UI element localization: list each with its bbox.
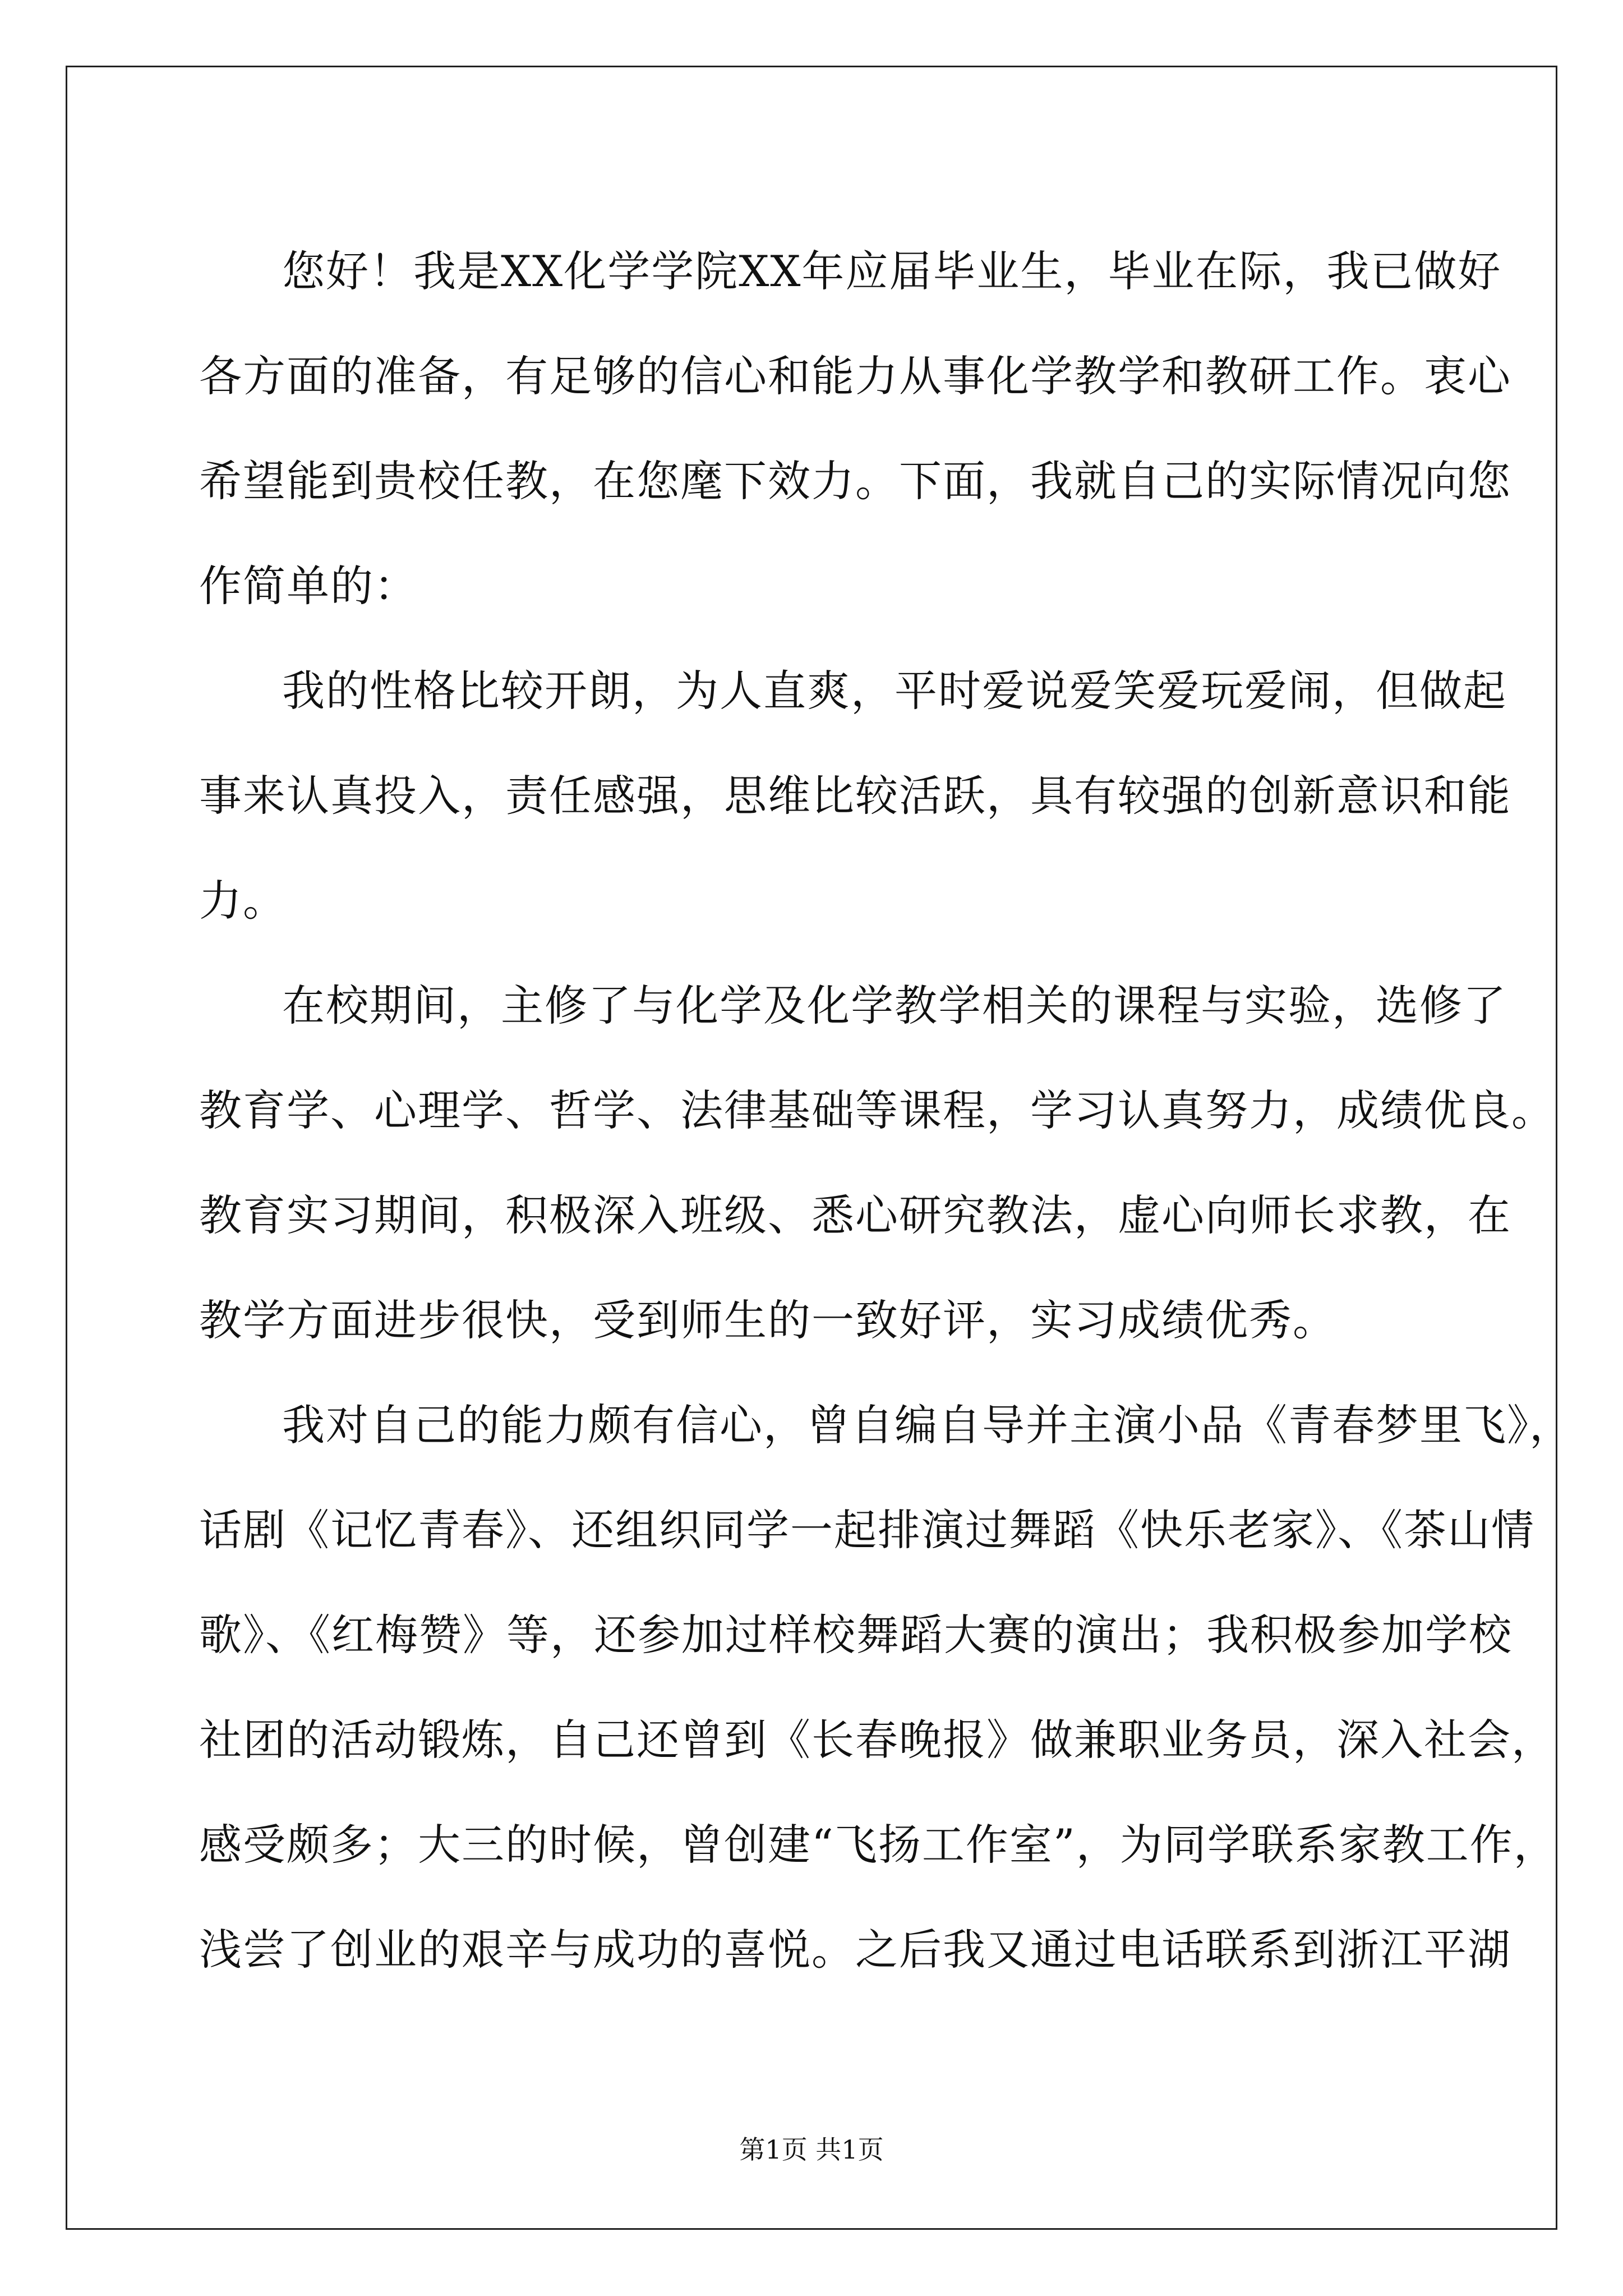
text-line: 希望能到贵校任教，在您麾下效力。下面，我就自己的实际情况向您 — [199, 456, 1511, 506]
text-line: 感受颇多；大三的时候，曾创建“飞扬工作室”，为同学联系家教工作， — [199, 1820, 1557, 1870]
text-line: 各方面的准备，有足够的信心和能力从事化学教学和教研工作。衷心 — [199, 351, 1511, 401]
text-line: 事来认真投入，责任感强，思维比较活跃，具有较强的创新意识和能 — [199, 771, 1511, 821]
text-line: 作简单的： — [199, 561, 418, 611]
text-line: 教学方面进步很快，受到师生的一致好评，实习成绩优秀。 — [199, 1295, 1336, 1345]
text-line: 歌》、《红梅赞》等，还参加过样校舞蹈大赛的演出；我积极参加学校 — [199, 1610, 1513, 1660]
text-line: 您好！我是XX化学学院XX年应届毕业生，毕业在际，我已做好 — [282, 246, 1502, 296]
text-line: 我的性格比较开朗，为人直爽，平时爱说爱笑爱玩爱闹，但做起 — [282, 666, 1507, 716]
text-line: 力。 — [199, 876, 287, 926]
text-line: 话剧《记忆青春》、还组织同学一起排演过舞蹈《快乐老家》、《茶山情 — [199, 1505, 1535, 1555]
document-body — [199, 219, 1573, 2002]
text-line: 教育学、心理学、哲学、法律基础等课程，学习认真努力，成绩优良。 — [199, 1085, 1555, 1135]
text-line: 我对自己的能力颇有信心，曾自编自导并主演小品《青春梦里飞》， — [282, 1400, 1573, 1450]
page-number-footer: 第1页 共1页 — [739, 2134, 884, 2165]
text-line: 在校期间，主修了与化学及化学教学相关的课程与实验，选修了 — [282, 981, 1507, 1030]
text-line: 浅尝了创业的艰辛与成功的喜悦。之后我又通过电话联系到浙江平湖 — [199, 1925, 1511, 1975]
text-line: 教育实习期间，积极深入班级、悉心研究教法，虚心向师长求教，在 — [199, 1190, 1511, 1240]
text-line: 社团的活动锻炼，自己还曾到《长春晚报》做兼职业务员，深入社会， — [199, 1715, 1555, 1765]
